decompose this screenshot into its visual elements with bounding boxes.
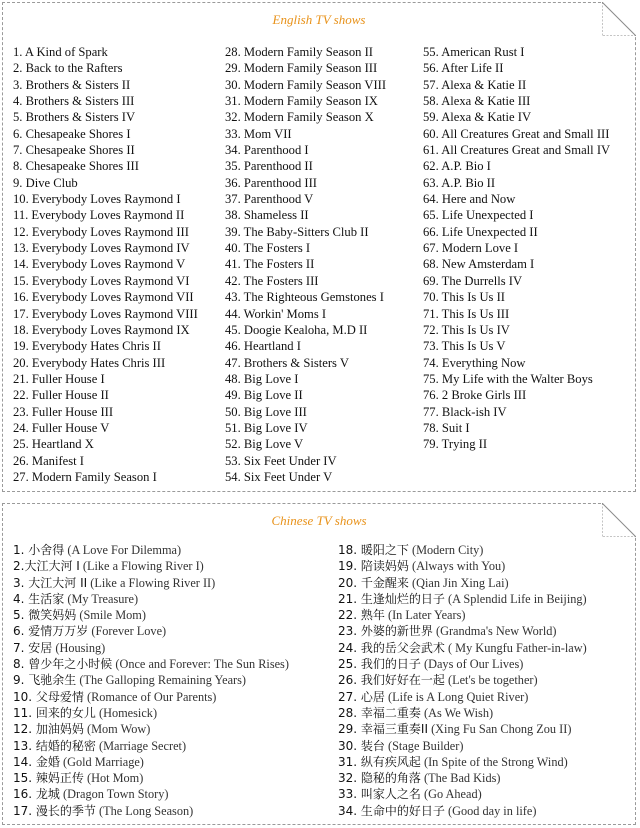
list-item <box>338 607 587 623</box>
english-translation: (The Long Season) <box>98 803 194 818</box>
list-item: 22. Fuller House II <box>13 388 109 403</box>
chinese-title: 23. 外婆的新世界 <box>338 624 433 639</box>
english-translation: (My Treasure) <box>67 591 139 606</box>
list-item: 11. Everybody Loves Raymond II <box>13 208 185 223</box>
chinese-title: 17. 漫长的季节 <box>13 803 96 818</box>
list-item: 75. My Life with the Walter Boys <box>423 371 593 386</box>
english-translation: (Forever Love) <box>91 624 167 639</box>
list-item: 57. Alexa & Katie II <box>423 77 527 92</box>
english-translation: (Days of Our Lives) <box>423 657 524 672</box>
english-translation: (Like a Flowing River I) <box>82 559 204 574</box>
list-item <box>13 542 289 558</box>
list-item: 7. Chesapeake Shores II <box>13 143 135 158</box>
list-item: 74. Everything Now <box>423 355 526 370</box>
english-translation: (Like a Flowing River II) <box>90 575 216 590</box>
chinese-title: 24. 我的岳父会武术 <box>338 640 445 655</box>
list-item: 77. Black-ish IV <box>423 404 507 419</box>
list-item: 21. Fuller House I <box>13 371 105 386</box>
chinese-list-column-2 <box>338 542 587 819</box>
chinese-title: 32. 隐秘的角落 <box>338 771 421 786</box>
list-item <box>338 591 587 607</box>
english-translation: (Mom Wow) <box>86 722 151 737</box>
list-item <box>13 803 289 819</box>
list-item: 31. Modern Family Season IX <box>225 94 378 109</box>
english-shows-panel <box>2 2 636 492</box>
chinese-title: 18. 暖阳之下 <box>338 543 409 557</box>
english-translation: (In Later Years) <box>387 608 466 623</box>
list-item: 13. Everybody Loves Raymond IV <box>13 241 190 256</box>
english-translation: (Stage Builder) <box>387 738 464 753</box>
english-translation: (Smile Mom) <box>79 608 146 623</box>
chinese-title: 7. 安居 <box>13 640 53 655</box>
chinese-title: 6. 爱情万万岁 <box>13 624 89 639</box>
english-translation: (Always with You) <box>411 559 506 574</box>
list-item: 47. Brothers & Sisters V <box>225 355 349 370</box>
list-item: 58. Alexa & Katie III <box>423 94 531 109</box>
list-item: 12. Everybody Loves Raymond III <box>13 224 189 239</box>
english-translation: (Go Ahead) <box>423 787 482 802</box>
list-item <box>338 738 587 754</box>
english-translation: (Let's be together) <box>447 673 538 688</box>
english-translation: (Marriage Secret) <box>98 738 187 753</box>
list-item: 18. Everybody Loves Raymond IX <box>13 322 190 337</box>
list-item: 37. Parenthood V <box>225 192 314 207</box>
list-item <box>13 705 289 721</box>
english-translation: (In Spite of the Strong Wind) <box>423 754 568 769</box>
list-item: 48. Big Love I <box>225 371 299 386</box>
list-item: 3. Brothers & Sisters II <box>13 77 131 92</box>
english-translation: (Once and Forever: The Sun Rises) <box>115 657 289 672</box>
list-item: 8. Chesapeake Shores III <box>13 159 139 174</box>
list-item <box>338 689 587 705</box>
list-item <box>338 770 587 786</box>
english-translation: (Xing Fu San Chong Zou II) <box>431 722 572 737</box>
list-item: 79. Trying II <box>423 437 488 452</box>
list-item: 70. This Is Us II <box>423 290 505 305</box>
chinese-title: 20. 千金醒来 <box>338 575 409 590</box>
chinese-title: 29. 幸福三重奏II <box>338 722 428 737</box>
list-item: 45. Doogie Kealoha, M.D II <box>225 322 368 337</box>
english-translation: (The Bad Kids) <box>423 771 501 786</box>
list-item <box>13 623 289 639</box>
list-item <box>338 542 587 558</box>
chinese-title: 30. 装台 <box>338 738 385 753</box>
chinese-title: 8. 曾少年之小时候 <box>13 657 113 672</box>
english-translation: (Good day in life) <box>447 803 537 818</box>
list-item: 25. Heartland X <box>13 437 94 452</box>
list-item: 61. All Creatures Great and Small IV <box>423 143 611 158</box>
list-item: 68. New Amsterdam I <box>423 257 535 272</box>
list-item: 34. Parenthood I <box>225 143 309 158</box>
chinese-section-title: Chinese TV shows <box>271 513 367 528</box>
list-item <box>338 786 587 802</box>
list-item <box>13 640 289 656</box>
chinese-title: 3. 大江大河 II <box>13 575 88 590</box>
list-item: 23. Fuller House III <box>13 404 114 419</box>
list-item <box>13 786 289 802</box>
list-item <box>13 689 289 705</box>
list-item: 15. Everybody Loves Raymond VI <box>13 273 190 288</box>
english-translation: (A Love For Dilemma) <box>67 543 182 557</box>
chinese-list-column-1 <box>13 542 289 819</box>
english-translation: (Hot Mom) <box>86 771 144 786</box>
chinese-title: 33. 叫家人之名 <box>338 787 421 802</box>
english-list-column-1 <box>13 44 198 485</box>
list-item: 59. Alexa & Katie IV <box>423 110 532 125</box>
list-item: 62. A.P. Bio I <box>423 159 491 174</box>
list-item: 65. Life Unexpected I <box>423 208 534 223</box>
list-item <box>338 640 587 656</box>
chinese-title: 2.大江大河 I <box>13 559 80 574</box>
list-item: 29. Modern Family Season III <box>225 61 378 76</box>
chinese-title: 12. 加油妈妈 <box>13 722 84 737</box>
list-item <box>13 754 289 770</box>
list-item <box>338 672 587 688</box>
list-item: 24. Fuller House V <box>13 420 110 435</box>
chinese-title: 25. 我们的日子 <box>338 657 421 672</box>
list-item: 66. Life Unexpected II <box>423 224 538 239</box>
list-item: 5. Brothers & Sisters IV <box>13 110 136 125</box>
chinese-title: 28. 幸福二重奏 <box>338 705 421 720</box>
list-item: 27. Modern Family Season I <box>13 469 157 484</box>
list-item: 49. Big Love II <box>225 388 303 403</box>
english-list-column-3 <box>423 44 610 453</box>
list-item: 16. Everybody Loves Raymond VII <box>13 290 194 305</box>
list-item <box>13 656 289 672</box>
english-translation: (The Galloping Remaining Years) <box>79 673 247 688</box>
list-item: 40. The Fosters I <box>225 241 311 256</box>
list-item: 52. Big Love V <box>225 437 304 452</box>
chinese-shows-panel <box>2 503 636 825</box>
list-item <box>338 705 587 721</box>
list-item: 76. 2 Broke Girls III <box>423 388 527 403</box>
chinese-title: 27. 心居 <box>338 689 385 704</box>
english-translation: (As We Wish) <box>423 705 494 720</box>
list-item <box>13 575 289 591</box>
list-item: 14. Everybody Loves Raymond V <box>13 257 186 272</box>
list-item <box>338 656 587 672</box>
list-item <box>13 672 289 688</box>
list-item: 46. Heartland I <box>225 339 301 354</box>
english-section-title: English TV shows <box>272 12 366 27</box>
list-item: 36. Parenthood III <box>225 175 317 190</box>
english-translation: (Romance of Our Parents) <box>86 689 217 704</box>
list-item: 30. Modern Family Season VIII <box>225 77 387 92</box>
list-item <box>13 770 289 786</box>
chinese-title: 21. 生逢灿烂的日子 <box>338 591 445 606</box>
list-item <box>338 558 587 574</box>
english-translation: (Homesick) <box>98 705 158 720</box>
chinese-title: 26. 我们好好在一起 <box>338 673 445 688</box>
chinese-title: 15. 辣妈正传 <box>13 771 84 786</box>
chinese-title: 22. 熟年 <box>338 608 385 623</box>
list-item: 69. The Durrells IV <box>423 273 523 288</box>
chinese-title: 11. 回来的女儿 <box>13 705 96 720</box>
list-item: 35. Parenthood II <box>225 159 313 174</box>
chinese-title: 5. 微笑妈妈 <box>13 608 77 623</box>
chinese-title: 31. 纵有疾风起 <box>338 754 421 769</box>
list-item: 43. The Righteous Gemstones I <box>225 290 384 305</box>
list-item: 41. The Fosters II <box>225 257 315 272</box>
english-translation: (Grandma's New World) <box>435 624 557 639</box>
english-list-column-2 <box>225 44 386 485</box>
list-item: 6. Chesapeake Shores I <box>13 126 131 141</box>
list-item: 1. A Kind of Spark <box>13 45 108 59</box>
list-item: 55. American Rust I <box>423 45 525 59</box>
list-item: 17. Everybody Loves Raymond VIII <box>13 306 198 321</box>
list-item <box>13 738 289 754</box>
list-item <box>338 623 587 639</box>
chinese-title: 10. 父母爱情 <box>13 689 84 704</box>
chinese-title: 19. 陪读妈妈 <box>338 559 409 574</box>
list-item: 2. Back to the Rafters <box>13 61 123 76</box>
english-translation: (Modern City) <box>411 543 484 557</box>
english-translation: (Life is A Long Quiet River) <box>387 689 529 704</box>
chinese-title: 1. 小舍得 <box>13 543 65 557</box>
chinese-title: 34. 生命中的好日子 <box>338 803 445 818</box>
chinese-title: 16. 龙城 <box>13 787 60 802</box>
english-translation: ( My Kungfu Father-in-law) <box>447 640 587 655</box>
list-item: 32. Modern Family Season X <box>225 110 374 125</box>
list-item: 78. Suit I <box>423 420 470 435</box>
chinese-title: 13. 结婚的秘密 <box>13 738 96 753</box>
list-item: 33. Mom VII <box>225 126 292 141</box>
list-item: 10. Everybody Loves Raymond I <box>13 192 181 207</box>
list-item: 56. After Life II <box>423 61 504 76</box>
list-item: 64. Here and Now <box>423 192 516 207</box>
list-item: 53. Six Feet Under IV <box>225 453 337 468</box>
english-translation: (A Splendid Life in Beijing) <box>447 591 587 606</box>
list-item: 51. Big Love IV <box>225 420 308 435</box>
chinese-title: 9. 飞驰余生 <box>13 673 77 688</box>
list-item <box>338 754 587 770</box>
list-item: 39. The Baby-Sitters Club II <box>225 224 369 239</box>
list-item: 63. A.P. Bio II <box>423 175 496 190</box>
list-item <box>13 607 289 623</box>
list-item: 72. This Is Us IV <box>423 322 510 337</box>
list-item: 71. This Is Us III <box>423 306 510 321</box>
list-item: 54. Six Feet Under V <box>225 469 333 484</box>
list-item: 42. The Fosters III <box>225 273 319 288</box>
list-item: 60. All Creatures Great and Small III <box>423 126 610 141</box>
list-item: 26. Manifest I <box>13 453 84 468</box>
list-item <box>13 591 289 607</box>
english-translation: (Gold Marriage) <box>62 754 144 769</box>
list-item: 44. Workin' Moms I <box>225 306 327 321</box>
english-translation: (Dragon Town Story) <box>62 787 169 802</box>
list-item: 50. Big Love III <box>225 404 307 419</box>
list-item <box>338 803 587 819</box>
list-item: 38. Shameless II <box>225 208 309 223</box>
list-item <box>338 721 587 737</box>
list-item: 20. Everybody Hates Chris III <box>13 355 166 370</box>
chinese-title: 14. 金婚 <box>13 754 60 769</box>
list-item: 9. Dive Club <box>13 175 78 190</box>
list-item: 67. Modern Love I <box>423 241 519 256</box>
list-item: 19. Everybody Hates Chris II <box>13 339 161 354</box>
list-item <box>338 575 587 591</box>
list-item <box>13 558 289 574</box>
list-item: 4. Brothers & Sisters III <box>13 94 135 109</box>
list-item: 73. This Is Us V <box>423 339 506 354</box>
list-item <box>13 721 289 737</box>
chinese-title: 4. 生活家 <box>13 591 65 606</box>
english-translation: (Housing) <box>55 640 106 655</box>
english-translation: (Qian Jin Xing Lai) <box>411 575 509 590</box>
list-item: 28. Modern Family Season II <box>225 45 373 59</box>
